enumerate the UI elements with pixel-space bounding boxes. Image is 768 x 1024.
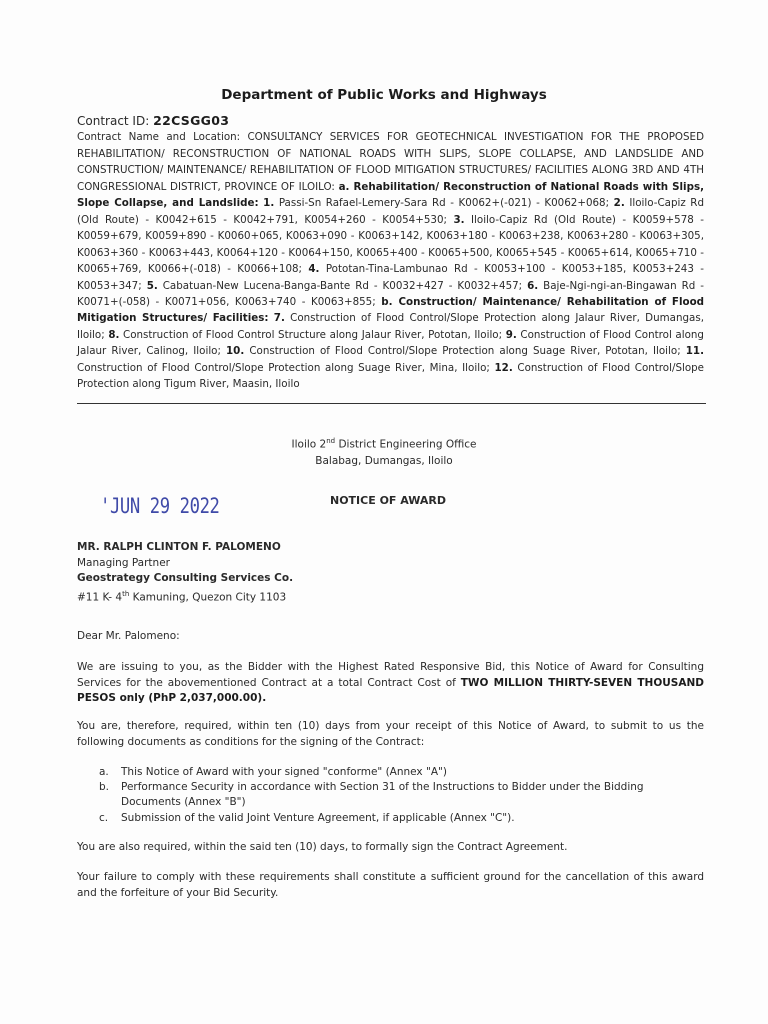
- condition-letter: b.: [99, 781, 110, 794]
- condition-item: [99, 780, 705, 810]
- conditions-list: [99, 765, 705, 826]
- office-name-prefix: Iloilo 2: [291, 438, 327, 451]
- contract-amount: TWO MILLION THIRTY-SEVEN THOUSAND PESOS only (PhP 2,037,000.00).: [77, 676, 704, 704]
- item-text: Cabatuan-New Lucena-Banga-Bante Rd - K0032+427 - K0032+457;: [162, 279, 523, 292]
- office-name-superscript: nd: [326, 437, 336, 445]
- item-text: Passi-Sn Rafael-Lemery-Sara Rd - K0062+(-021) - K0062+068;: [278, 197, 610, 210]
- contract-id-value: 22CSGG03: [153, 113, 230, 128]
- addressee-block: [77, 540, 293, 606]
- sign-contract-paragraph: You are also required, within the said ten (10) days, to formally sign the Contract Agreement.: [77, 841, 568, 853]
- contract-details: [77, 113, 704, 393]
- item-number: 8.: [108, 328, 120, 341]
- contract-id-line: [77, 113, 704, 129]
- condition-letter: a.: [99, 766, 109, 778]
- addressee-position: Managing Partner: [77, 556, 170, 569]
- item-number: 12.: [494, 361, 513, 374]
- condition-letter: c.: [99, 811, 109, 824]
- office-name-suffix: District Engineering Office: [335, 438, 477, 451]
- item-text: Construction of Flood Control/Slope Protection along Suage River, Pototan, Iloilo;: [249, 345, 681, 358]
- contract-name-text: CONSULTANCY SERVICES FOR GEOTECHNICAL INVESTIGATION FOR THE PROPOSED REHABILITATION/ RECONSTRUCTION OF NATIONAL ROADS WITH SLIPS, SLOPE COLLAPSE, AND LANDSLIDE AND CONSTRUCTION/ MAINTENANCE/ REHABILITATION OF FLOOD MITIGATION STRUCTURES/ FACILITIES ALONG 3RD AND 4TH CONGRESSIONAL DISTRICT, PROVINCE OF ILOILO:: [77, 131, 704, 193]
- item-text: Construction of Flood Control/Slope Protection along Suage River, Mina, Iloilo;: [77, 361, 490, 374]
- address-prefix: #11 K- 4: [77, 591, 123, 603]
- item-text: Construction of Flood Control Structure along Jalaur River, Pototan, Iloilo;: [123, 328, 503, 341]
- item-text: Iloilo-Capiz Rd (Old Route) - K0042+615 - K0042+791, K0054+260 - K0054+530;: [77, 197, 704, 226]
- section-b-heading: b. Construction/ Maintenance/ Rehabilitation of Flood Mitigation Structures/ Facilities:: [77, 295, 705, 325]
- item-number: 5.: [146, 279, 158, 292]
- item-text: Construction of Flood Control/Slope Protection along Tigum River, Maasin, Iloilo: [77, 361, 705, 391]
- salutation: Dear Mr. Palomeno:: [77, 630, 180, 642]
- item-number: 6.: [527, 279, 539, 292]
- addressee-address: [77, 587, 293, 606]
- section-a-heading: a. Rehabilitation/ Reconstruction of National Roads with Slips, Slope Collapse, and Landslide:: [77, 180, 704, 210]
- office-name: [0, 433, 768, 453]
- item-text: Construction of Flood Control along Jalaur River, Calinog, Iloilo;: [77, 328, 704, 358]
- item-number: 11.: [685, 345, 704, 358]
- address-superscript: th: [122, 589, 130, 598]
- condition-text: Submission of the valid Joint Venture Agreement, if applicable (Annex "C").: [121, 811, 515, 824]
- item-number: 3.: [453, 213, 465, 226]
- item-number: 10.: [226, 345, 245, 358]
- contract-name-label: Contract Name and Location:: [77, 131, 241, 144]
- item-text: Iloilo-Capiz Rd (Old Route) - K0059+578 - K0059+679, K0059+890 - K0060+065, K0063+090 - K0063+142, K0063+180 - K0063+238, K0063+280 - K0063+305, K0063+360 - K0063+443, K0064+120 - K0064+150, K0065+400 - K0065+500, K0065+545 - K0065+614, K0065+710 - K0065+769, K0066+(-018) - K0066+108;: [77, 213, 704, 276]
- award-text: We are issuing to you, as the Bidder with the Highest Rated Responsive Bid, this Notice of Award for Consulting Services for the abovementioned Contract at a total Contract Cost of: [77, 661, 704, 689]
- contract-name-location: [77, 129, 704, 392]
- award-paragraph: [77, 660, 704, 707]
- condition-text: This Notice of Award with your signed "conforme" (Annex "A"): [121, 766, 447, 778]
- office-address: [0, 433, 768, 469]
- item-text: Baje-Ngi-ngi-an-Bingawan Rd - K0071+(-058) - K0071+056, K0063+740 - K0063+855;: [77, 279, 704, 308]
- address-suffix: Kamuning, Quezon City 1103: [129, 591, 287, 603]
- item-number: 9.: [505, 328, 517, 341]
- condition-item: [99, 811, 705, 826]
- office-location: Balabag, Dumangas, Iloilo: [315, 454, 453, 467]
- notice-title: NOTICE OF AWARD: [330, 494, 447, 507]
- condition-text: Performance Security in accordance with Section 31 of the Instructions to Bidder under the Bidding Documents (Annex "B"): [121, 781, 644, 809]
- item-number: 4.: [308, 263, 320, 276]
- contract-id-label: Contract ID:: [77, 114, 150, 128]
- condition-item: [99, 765, 705, 780]
- item-number: 7.: [273, 312, 285, 325]
- item-number: 2.: [613, 197, 625, 210]
- item-text: Pototan-Tina-Lambunao Rd - K0053+100 - K0053+185, K0053+243 - K0053+347;: [77, 263, 704, 292]
- date-stamp: 'JUN 29 2022: [100, 494, 220, 518]
- addressee-company: Geostrategy Consulting Services Co.: [77, 572, 294, 584]
- department-heading: Department of Public Works and Highways: [221, 87, 547, 103]
- addressee-name: MR. RALPH CLINTON F. PALOMENO: [77, 541, 281, 553]
- forfeiture-paragraph: Your failure to comply with these requirements shall constitute a sufficient ground for the cancellation of this award and the forfeiture of your Bid Security.: [77, 871, 704, 899]
- header-divider: [77, 403, 706, 404]
- item-number: 1.: [263, 197, 275, 210]
- requirements-paragraph: You are, therefore, required, within ten (10) days from your receipt of this Notice of Award, to submit to us the following documents as conditions for the signing of the Contract:: [77, 720, 704, 748]
- item-text: Construction of Flood Control/Slope Protection along Jalaur River, Dumangas, Iloilo;: [77, 312, 704, 341]
